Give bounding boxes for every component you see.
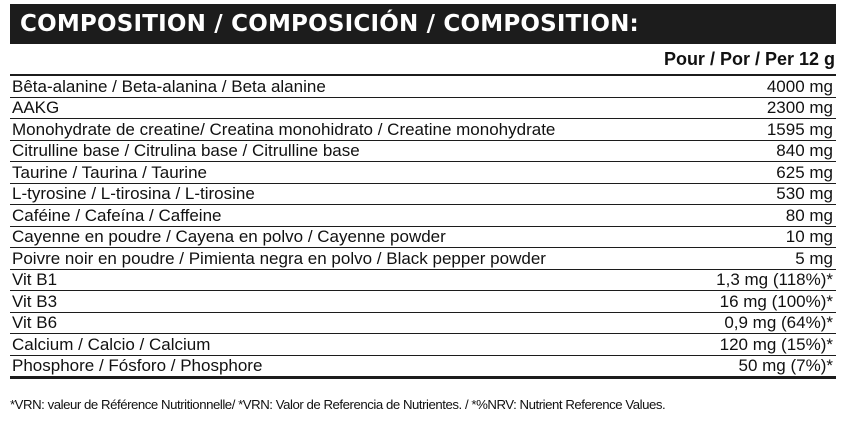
ingredient-name: Calcium / Calcio / Calcium	[12, 334, 211, 354]
ingredient-name: Vit B3	[12, 291, 58, 311]
table-row	[10, 119, 836, 141]
table-row	[10, 313, 836, 335]
ingredient-name: Citrulline base / Citrulina base / Citrulline base	[12, 141, 360, 160]
ingredient-amount: 5 mg	[795, 248, 833, 268]
ingredient-name: Phosphore / Fósforo / Phosphore	[12, 355, 263, 375]
table-row	[10, 248, 836, 270]
table-row	[10, 76, 836, 98]
ingredient-name: Cayenne en poudre / Cayena en polvo / Cayenne powder	[12, 227, 446, 246]
footnote: *VRN: valeur de Référence Nutritionnelle/ *VRN: Valor de Referencia de Nutrientes. / *%NRV: Nutrient Reference Values.	[10, 397, 666, 412]
table-row	[10, 205, 836, 227]
ingredient-amount: 120 mg (15%)*	[719, 334, 833, 354]
table-row	[10, 184, 836, 206]
ingredient-name: Bêta-alanine / Beta-alanina / Beta alanine	[12, 76, 326, 96]
table-row	[10, 270, 836, 292]
table-row	[10, 291, 836, 313]
table-row	[10, 356, 836, 379]
ingredient-name: L-tyrosine / L-tirosina / L-tirosine	[12, 184, 255, 203]
per-serving-label: Pour / Por / Per 12 g	[663, 49, 835, 69]
table-row	[10, 334, 836, 356]
ingredient-amount: 4000 mg	[766, 76, 833, 96]
ingredient-amount: 80 mg	[785, 205, 833, 225]
ingredient-name: Vit B1	[12, 270, 58, 289]
ingredient-name: Caféine / Cafeína / Caffeine	[12, 205, 222, 225]
table-row	[10, 141, 836, 163]
ingredient-amount: 625 mg	[776, 162, 833, 182]
table-row	[10, 162, 836, 184]
ingredient-name: AAKG	[12, 98, 60, 117]
ingredient-amount: 1595 mg	[766, 119, 833, 139]
table-row	[10, 98, 836, 120]
ingredient-name: Monohydrate de creatine/ Creatina monohidrato / Creatine monohydrate	[12, 119, 556, 139]
ingredient-amount: 2300 mg	[766, 98, 833, 117]
ingredient-name: Vit B6	[12, 313, 58, 332]
composition-header: COMPOSITION / COMPOSICIÓN / COMPOSITION:	[10, 4, 836, 44]
ingredient-amount: 10 mg	[785, 227, 833, 246]
ingredient-amount: 16 mg (100%)*	[719, 291, 833, 311]
ingredient-name: Poivre noir en poudre / Pimienta negra en polvo / Black pepper powder	[12, 248, 546, 268]
ingredient-amount: 840 mg	[776, 141, 833, 160]
composition-table	[10, 74, 836, 379]
ingredient-amount: 50 mg (7%)*	[738, 355, 833, 375]
ingredient-amount: 1,3 mg (118%)*	[716, 270, 833, 289]
table-row	[10, 227, 836, 249]
ingredient-amount: 0,9 mg (64%)*	[724, 313, 833, 332]
ingredient-amount: 530 mg	[776, 184, 833, 203]
ingredient-name: Taurine / Taurina / Taurine	[12, 162, 207, 182]
